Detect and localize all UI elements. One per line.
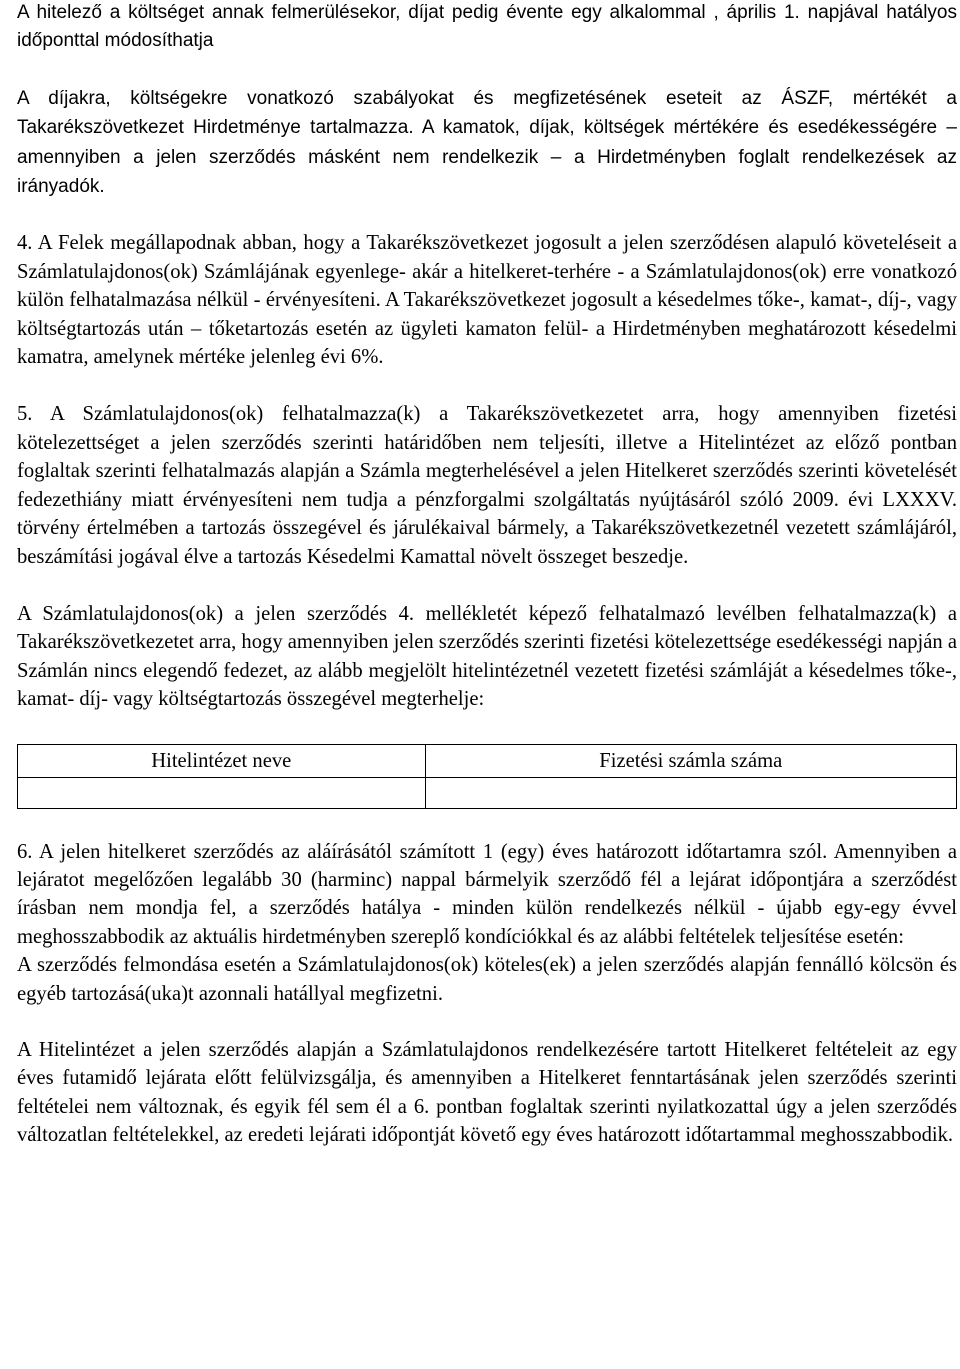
termination-paragraph: A szerződés felmondása esetén a Számlatulajdonos(ok) köteles(ek) a jelen szerződés alapján fennálló kölcsön és egyéb tartozásá(uka)t azonnali hatállyal megfizetni. (17, 954, 957, 1005)
account-number-cell (425, 777, 956, 808)
bank-account-table-wrapper (17, 744, 957, 809)
section-6-paragraph: 6. A jelen hitelkeret szerződés az aláírásától számított 1 (egy) éves határozott időtartamra szól. Amennyiben a lejáratot megelőzően legalább 30 (harminc) nappal bármelyik szerződő fél a lejárat időpontjára a szerződést írásban nem mondja fel, a szerződés hatálya - minden külön rendelkezés nélkül - újabb egy-egy évvel meghosszabbodik az aktuális hirdetményben szereplő kondíciókkal és az alábbi feltételek teljesítése esetén: (17, 840, 957, 948)
column-header-account-number: Fizetési számla száma (425, 744, 956, 777)
bank-name-cell (18, 777, 426, 808)
interest-rule-text: A kamatok, díjak, költségek mértékére és esedékességére – amennyiben a jelen szerződés másként nem rendelkezik – a Hirdetményben foglalt rendelkezések az irányadók. (17, 117, 957, 198)
authorization-paragraph: A Számlatulajdonos(ok) a jelen szerződés 4. mellékletét képező felhatalmazó levélben felhatalmazza(k) a Takarékszövetkezetet arra, hogy amennyiben jelen szerződés szerinti fizetési kötelezettsége esedékességi napján a Számlán nincs elegendő fedezet, az alább megjelölt hitelintézetnél vezetett fizetési számláját a késedelmes tőke-, kamat- díj- vagy költségtartozás összegével megterhelje: (17, 602, 957, 711)
review-paragraph: A Hitelintézet a jelen szerződés alapján a Számlatulajdonos rendelkezésére tartott Hitelkeret feltételeit az egy éves futamidő lejárata előtt felülvizsgálja, és amennyiben a Hitelkeret fenntartásának jelen szerződés szerinti feltételei nem változnak, és egyik fél sem él a 6. pontban foglaltak szerinti nyilatkozattal úgy a jelen szerződés változatlan feltételekkel, az eredeti lejárati időpontját követő egy éves határozott időtartammal meghosszabbodik. (17, 1038, 957, 1147)
intro-paragraph-fee-change: A hitelező a költséget annak felmerülésekor, díjat pedig évente egy alkalommal , április 1. napjával hatályos időponttal módosíthatja (17, 2, 957, 52)
intro-paragraph-fees (17, 84, 957, 202)
fees-rule-text: A díjakra, költségekre vonatkozó szabályokat és megfizetésének eseteit az ÁSZF, mértékét a Takarékszövetkezet Hirdetménye tartalmazza. (17, 87, 957, 139)
column-header-bank-name: Hitelintézet neve (18, 744, 426, 777)
section-5-paragraph: 5. A Számlatulajdonos(ok) felhatalmazza(k) a Takarékszövetkezetet arra, hogy amennyiben fizetési kötelezettséget a jelen szerződés szerinti határidőben nem teljesíti, illetve a Hitelintézet az előző pontban foglaltak szerinti felhatalmazás alapján a Számla megterhelésével a jelen Hitelkeret szerződés szerinti követelését fedezethiány miatt érvényesíteni nem tudja a pénzforgalmi szolgáltatás nyújtásáról szóló 2009. évi LXXXV. törvény értelmében a tartozás összegével és járulékaival bármely, a Takarékszövetkezetnél vezetett számlájáról, beszámítási jogával élve a tartozás Késedelmi Kamattal növelt összeget beszedje. (17, 403, 957, 568)
section-4-paragraph: 4. A Felek megállapodnak abban, hogy a Takarékszövetkezet jogosult a jelen szerződésen alapuló követeléseit a Számlatulajdonos(ok) Számlájának egyenlege- akár a hitelkeret-terhére - a Számlatulajdonos(ok) erre vonatkozó külön felhatalmazása nélkül - érvényesíteni. A Takarékszövetkezet jogosult a késedelmes tőke-, kamat-, díj-, vagy költségtartozás után – tőketartozás esetén az ügyleti kamaton felül- a Hirdetményben meghatározott késedelmi kamatra, amelynek mértéke jelenleg évi 6%. (17, 232, 957, 369)
contract-page (17, 0, 957, 1150)
bank-account-table (17, 744, 957, 809)
table-row (18, 777, 957, 808)
table-header-row (18, 744, 957, 777)
